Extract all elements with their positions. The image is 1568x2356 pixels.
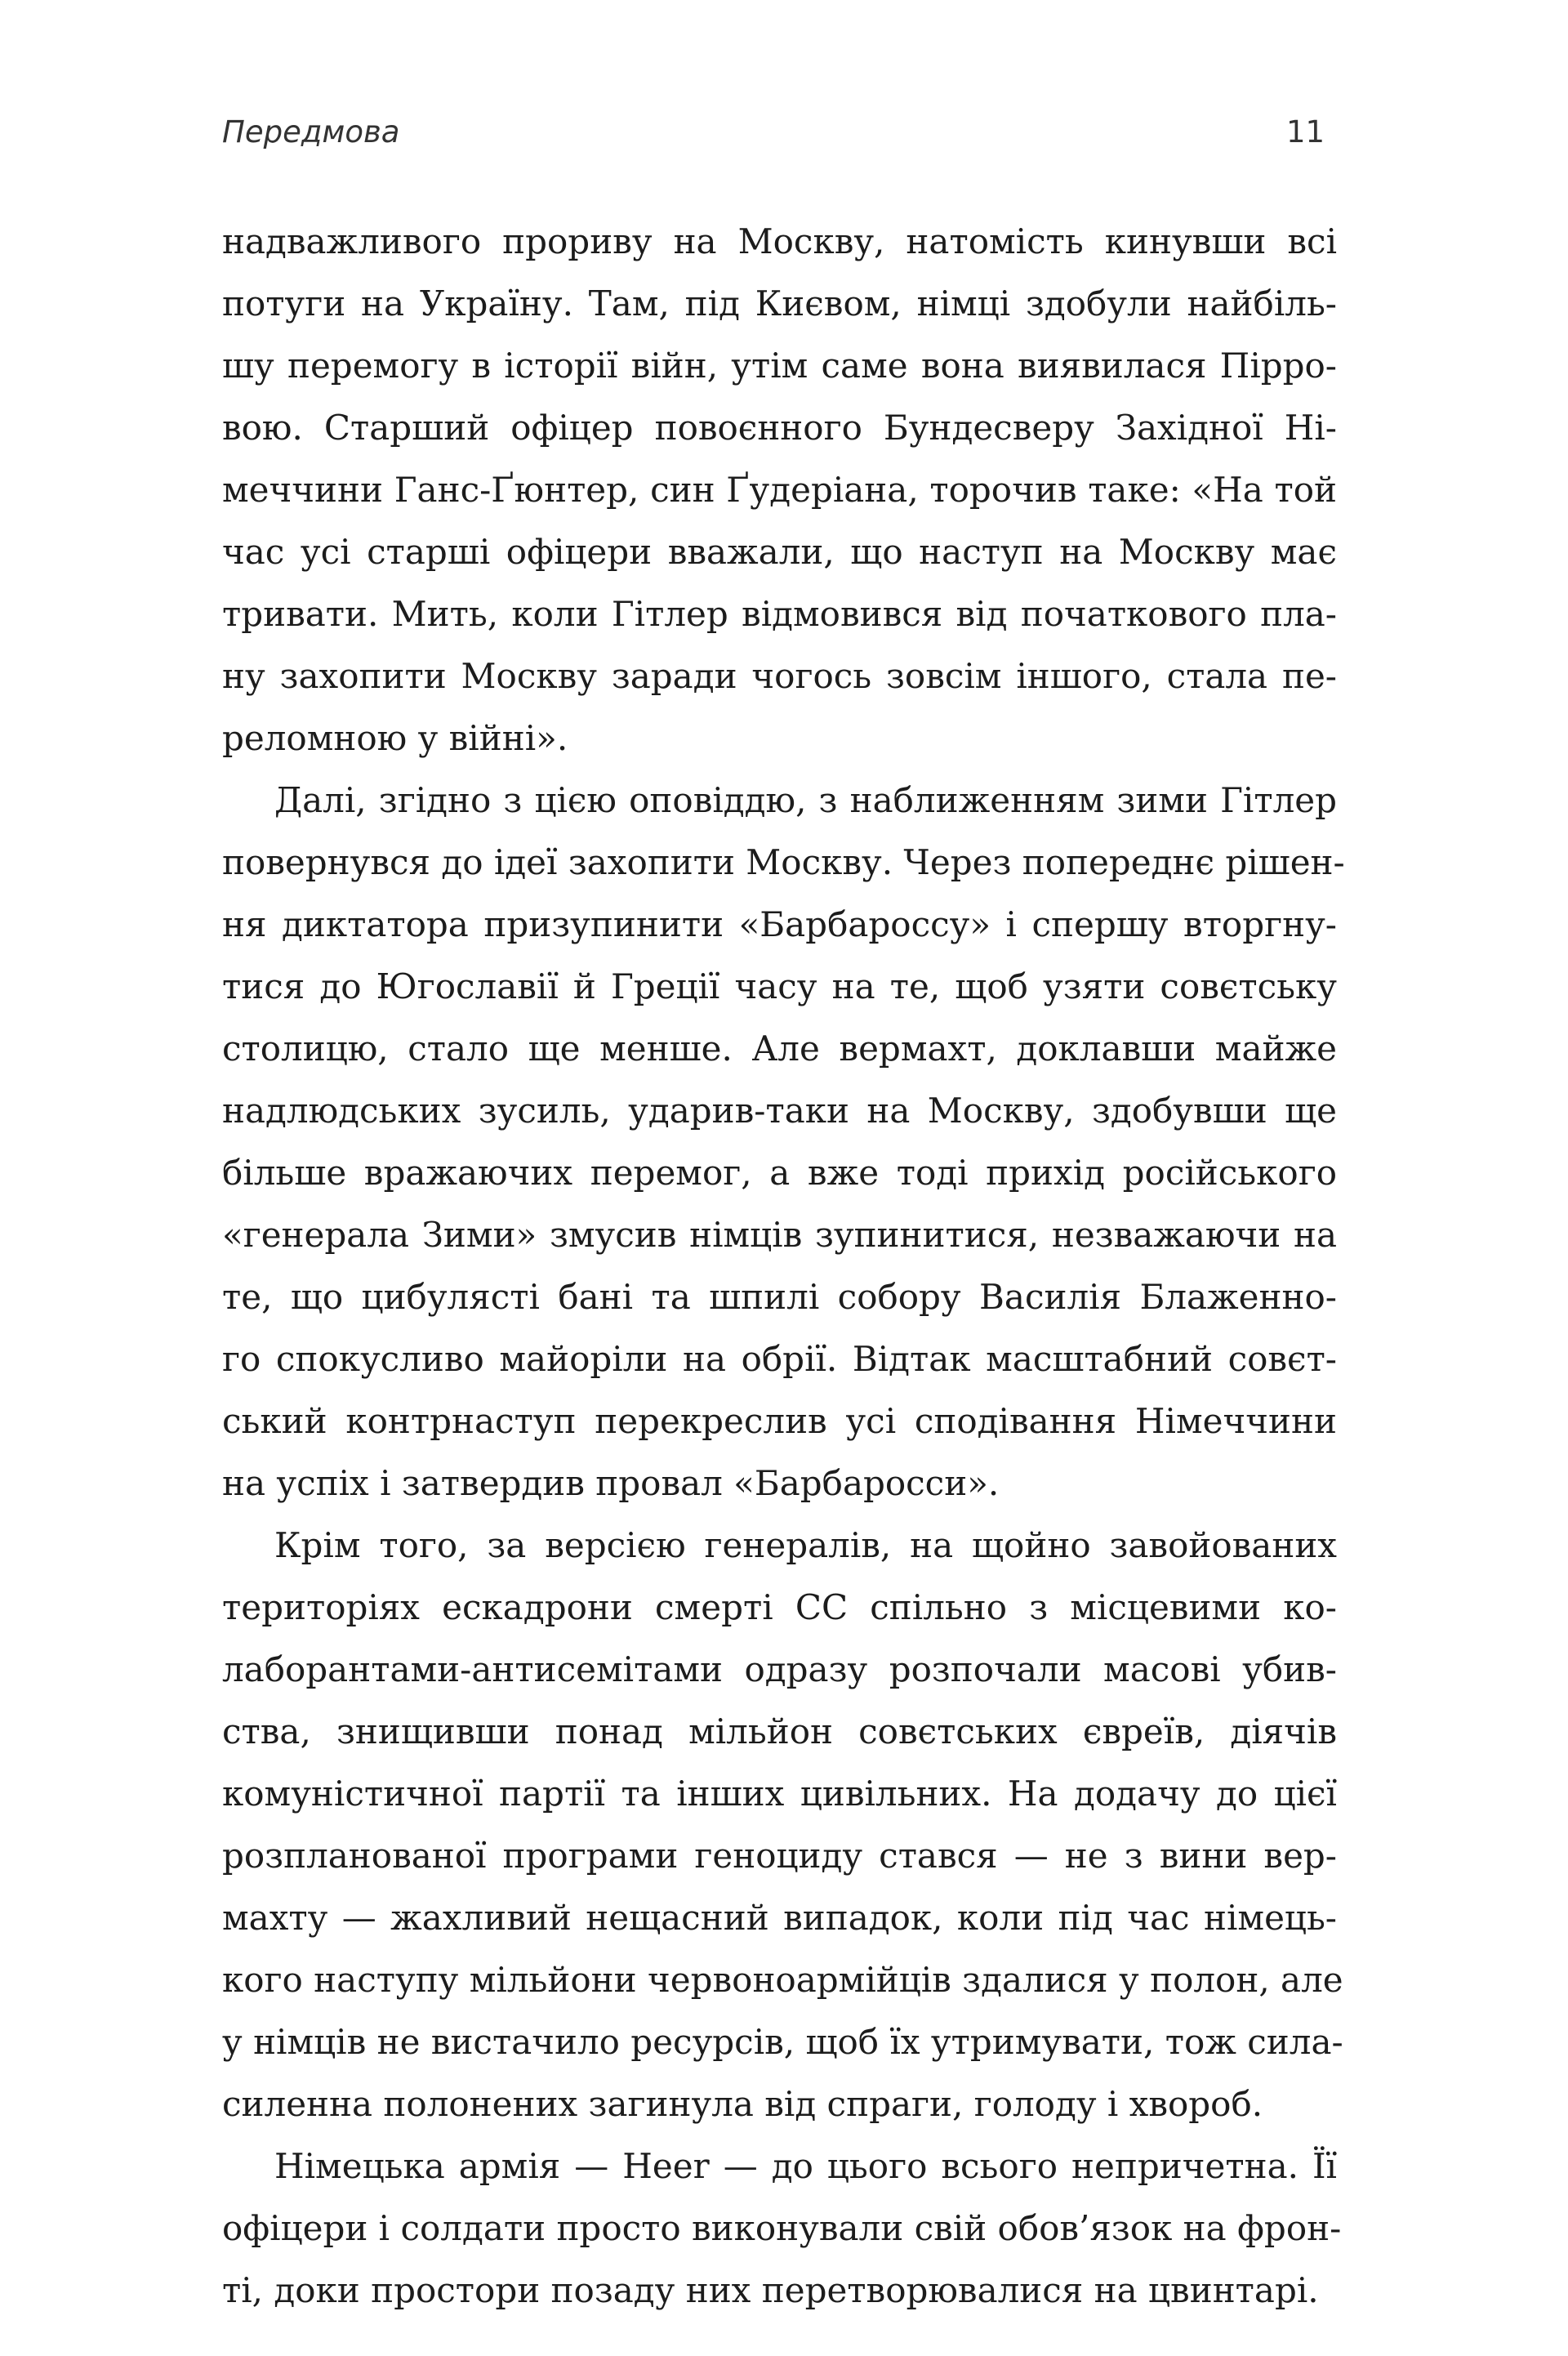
text-line: столицю, стало ще менше. Але вермахт, доклавши майже [222,1029,1337,1069]
text-line: повернувся до ідеї захопити Москву. Через попереднє рішен- [222,842,1345,882]
running-head: Передмова [222,114,400,149]
text-line: потуги на Україну. Там, під Києвом, німці здобули найбіль- [222,283,1337,324]
text-line: шу перемогу в історії війн, утім саме вона виявилася Пірро- [222,346,1337,386]
text-line: го спокусливо майоріли на обрії. Відтак масштабний совєт- [222,1339,1337,1379]
text-line: силенна полонених загинула від спраги, голоду і хвороб. [222,2084,1263,2124]
text-line: ті, доки простори позаду них перетворювалися на цвинтарі. [222,2270,1319,2310]
text-line: ський контрнаступ перекреслив усі сподівання Німеччини [222,1401,1337,1441]
text-line: тривати. Мить, коли Гітлер відмовився від початкового пла- [222,594,1337,634]
text-line: лаборантами-антисемітами одразу розпочали масові убив- [222,1649,1337,1689]
text-line: територіях ескадрони смерті СС спільно з місцевими ко- [222,1587,1337,1627]
text-line: надлюдських зусиль, ударив-таки на Москву, здобувши ще [222,1091,1337,1131]
text-line: махту — жахливий нещасний випадок, коли під час німець- [222,1898,1337,1938]
text-line: Крім того, за версією генералів, на щойно завойованих [274,1525,1337,1565]
text-line: Німецька армія — Heer — до цього всього непричетна. Її [274,2146,1337,2186]
text-line: ства, знищивши понад мільйон совєтських євреїв, діячів [222,1711,1337,1751]
text-line: ну захопити Москву заради чогось зовсім іншого, стала пе- [222,656,1337,696]
text-line: тися до Югославії й Греції часу на те, щоб узяти совєтську [222,966,1337,1006]
text-line: на успіх і затвердив провал «Барбаросси». [222,1463,1000,1503]
text-line: кого наступу мільйони червоноармійців здалися у полон, але [222,1960,1343,2000]
text-line: більше вражаючих перемог, а вже тоді прихід російського [222,1153,1337,1193]
text-line: офіцери і солдати просто виконували свій обов’язок на фрон- [222,2208,1342,2248]
text-line: комуністичної партії та інших цивільних. На додачу до цієї [222,1774,1337,1814]
text-line: реломною у війні». [222,718,568,758]
text-line: час усі старші офіцери вважали, що наступ на Москву має [222,532,1337,572]
text-line: у німців не вистачило ресурсів, щоб їх утримувати, тож сила- [222,2022,1343,2062]
body-text [222,211,1345,2322]
text-line: ня диктатора призупинити «Барбароссу» і спершу вторгну- [222,904,1337,944]
text-line: «генерала Зими» змусив німців зупинитися, незважаючи на [222,1215,1337,1255]
text-line: Далі, згідно з цією оповіддю, з наближенням зими Гітлер [274,780,1337,820]
page-number: 11 [1286,114,1325,149]
text-line: меччини Ганс-Ґюнтер, син Ґудеріана, торочив таке: «На той [222,470,1337,510]
text-line: вою. Старший офіцер повоєнного Бундесверу Західної Ні- [222,408,1337,448]
text-line: розпланованої програми геноциду стався — не з вини вер- [222,1836,1337,1876]
text-line: те, що цибулясті бані та шпилі собору Василія Блаженно- [222,1277,1337,1317]
text-line: надважливого прориву на Москву, натомість кинувши всі [222,221,1337,261]
